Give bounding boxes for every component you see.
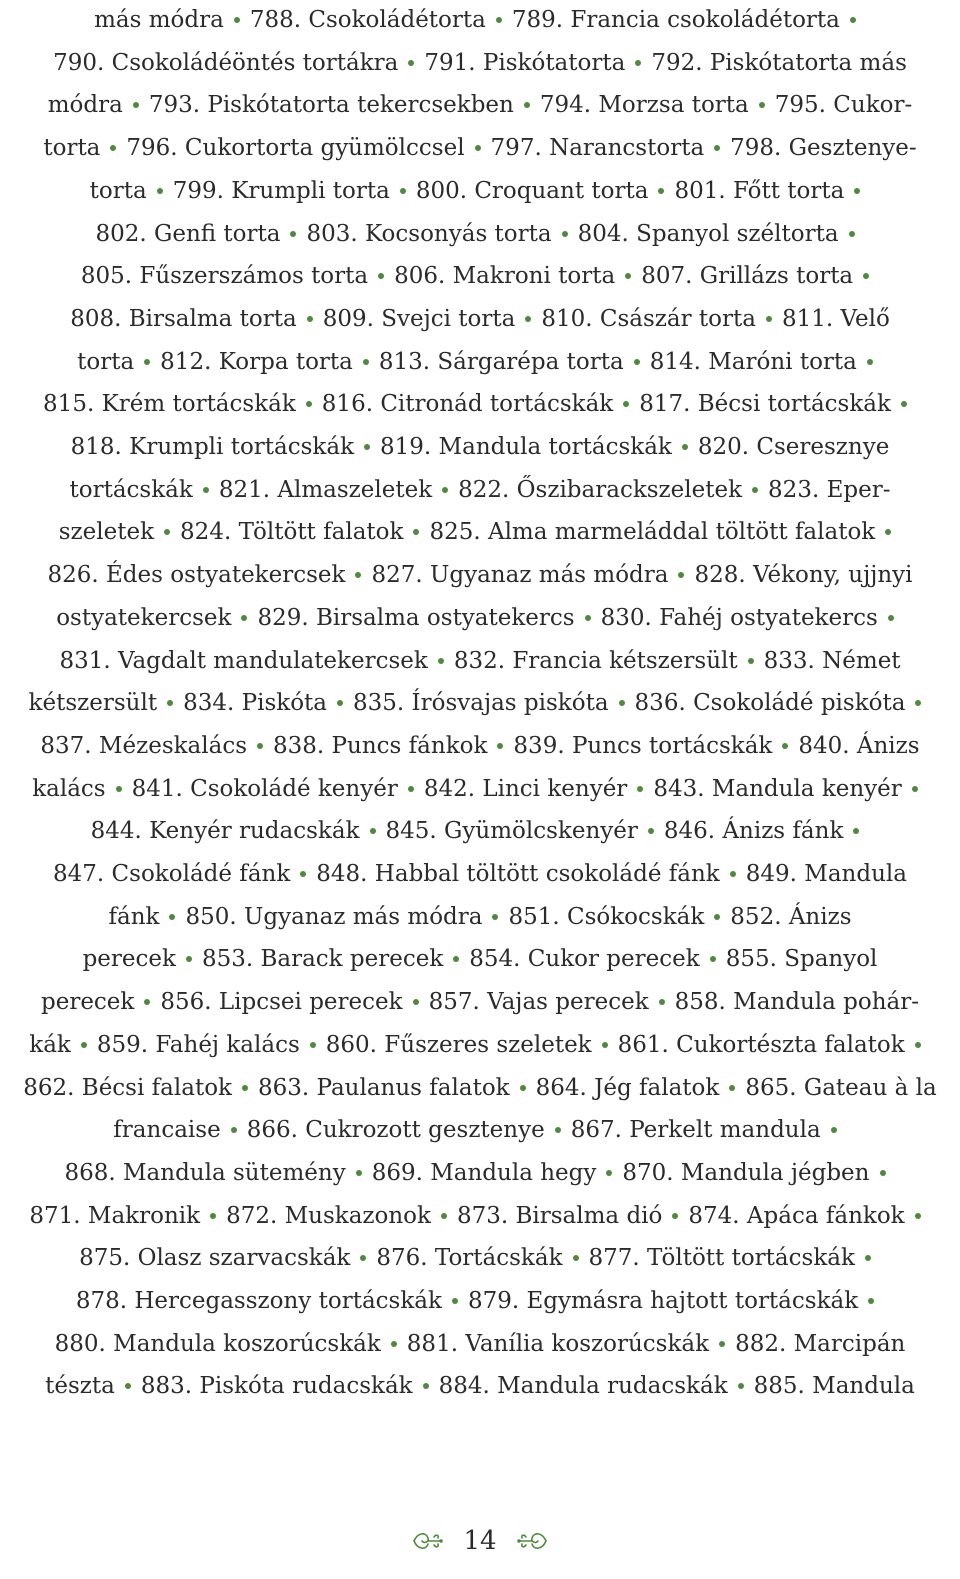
bullet-separator [203,487,209,493]
recipe-entry: 843. Mandula kenyér [653,775,902,802]
text-line [0,87,960,123]
bullet-separator [525,316,531,322]
recipe-entry: 883. Piskóta rudacskák [140,1373,413,1400]
recipe-entry: 875. Olasz szarvacskák [79,1245,351,1272]
recipe-entry: 850. Ugyanaz más módra [185,903,483,930]
bullet-separator [408,60,414,66]
text-line [0,600,960,636]
recipe-entry: 831. Vagdalt mandulatekercsek [59,647,428,674]
text-line [0,984,960,1020]
recipe-entry: torta [43,135,101,162]
recipe-entry: 860. Fűszeres szeletek [325,1031,592,1058]
bullet-separator [912,786,918,792]
recipe-entry: 848. Habbal töltött csokoládé fánk [316,861,720,887]
bullet-separator [766,316,772,322]
recipe-entry: 832. Francia kétszersült [453,647,738,674]
bullet-separator [413,529,419,535]
bullet-separator [748,658,754,664]
bullet-separator [885,529,891,535]
recipe-entry: 821. Almaszeletek [218,476,433,503]
bullet-separator [854,188,860,194]
recipe-entry: 830. Fahéj ostyatekercs [600,604,878,631]
recipe-entry: 822. Őszibarackszeletek [458,476,743,503]
text-line [0,45,960,81]
bullet-separator [659,999,665,1005]
recipe-entry: 841. Csokoládé kenyér [131,775,398,802]
text-line [0,1112,960,1148]
bullet-separator [157,188,163,194]
recipe-entry: 835. Írósvajas piskóta [353,690,609,717]
recipe-entry: kalács [32,775,106,802]
bullet-separator [619,700,625,706]
recipe-entry: 857. Vajas perecek [428,989,649,1016]
bullet-separator [475,145,481,151]
bullet-separator [625,273,631,279]
bullet-separator [413,999,419,1005]
bullet-separator [496,17,502,23]
recipe-entry: perecek [82,946,176,973]
bullet-separator [307,316,313,322]
recipe-entry: 880. Mandula koszorúcskák [54,1330,381,1357]
text-line [0,258,960,294]
floral-ornament-icon [516,1526,550,1556]
recipe-entry: fánk [108,903,160,930]
bullet-separator [585,615,591,621]
recipe-entry: 856. Lipcsei perecek [160,989,403,1016]
recipe-entry: 866. Cukrozott gesztenye [246,1117,545,1144]
bullet-separator [623,401,629,407]
recipe-entry: 818. Krumpli tortácskák [70,434,355,460]
recipe-entry: 878. Hercegasszony tortácskák [75,1288,442,1314]
bullet-separator [167,700,173,706]
bullet-separator [497,743,503,749]
bullet-separator [360,1255,366,1261]
recipe-entry: 853. Barack perecek [201,946,444,973]
bullet-separator [116,786,122,792]
bullet-separator [370,828,376,834]
recipe-entry: 881. Vanília koszorúcskák [406,1330,710,1357]
recipe-entry: 837. Mézeskalács [40,732,248,759]
recipe-entry: 865. Gateau à la [745,1074,937,1101]
recipe-entry: 861. Cukortészta falatok [617,1031,905,1058]
bullet-separator [164,529,170,535]
bullet-separator [300,871,306,877]
bullet-separator [714,145,720,151]
recipe-entry: 799. Krumpli torta [172,177,390,204]
bullet-separator [186,956,192,962]
bullet-separator [863,273,869,279]
bullet-separator [672,1213,678,1219]
bullet-separator [241,615,247,621]
bullet-separator [849,231,855,237]
bullet-separator [524,102,530,108]
bullet-separator [257,743,263,749]
bullet-separator [355,572,361,578]
text-line [0,1155,960,1191]
text-line [0,1027,960,1063]
text-line [0,344,960,380]
recipe-entry: 804. Spanyol széltorta [577,220,839,247]
bullet-separator [144,359,150,365]
bullet-separator [648,828,654,834]
recipe-entry: 834. Piskóta [183,690,327,717]
bullet-separator [133,102,139,108]
bullet-separator [915,1042,921,1048]
text-line [0,1368,960,1404]
recipe-entry: szeletek [58,519,155,546]
bullet-separator [719,1341,725,1347]
bullet-separator [310,1042,316,1048]
floral-ornament-icon [410,1526,444,1556]
bullet-separator [441,1213,447,1219]
text-line [0,1070,960,1106]
bullet-separator [729,1085,735,1091]
recipe-entry: kák [29,1031,71,1058]
bullet-separator [730,871,736,877]
recipe-entry: 797. Narancstorta [490,135,705,162]
recipe-entry: 826. Édes ostyatekercsek [47,562,346,589]
bullet-separator [364,444,370,450]
bullet-separator [880,1170,886,1176]
page-number: 14 [463,1526,497,1556]
recipe-entry: 815. Krém tortácskák [43,391,296,418]
recipe-entry: 790. Csokoládéöntés tortákra [53,49,399,76]
bullet-separator [442,487,448,493]
text-line [0,130,960,166]
recipe-entry: 876. Tortácskák [376,1245,563,1272]
bullet-separator [738,1383,744,1389]
recipe-entry: 833. Német [763,647,901,674]
recipe-entry: 827. Ugyanaz más módra [371,562,669,589]
bullet-separator [234,17,240,23]
recipe-entry: 851. Csókocskák [508,903,705,930]
recipe-entry: 817. Bécsi tortácskák [639,391,891,418]
recipe-entry: 842. Linci kenyér [423,775,628,802]
recipe-entry: 796. Cukortorta gyümölccsel [126,135,465,162]
text-line [0,813,960,849]
recipe-entry: 839. Puncs tortácskák [513,732,773,759]
recipe-entry: 847. Csokoládé fánk [53,861,291,887]
recipe-entry: 800. Croquant torta [415,177,649,204]
bullet-separator [231,1127,237,1133]
bullet-separator [144,999,150,1005]
bullet-separator [752,487,758,493]
bullet-separator [81,1042,87,1048]
recipe-entry: 806. Makroni torta [394,263,616,290]
text-line [0,1240,960,1276]
recipe-entry: francaise [113,1117,221,1144]
recipe-entry: 844. Kenyér rudacskák [90,818,360,845]
recipe-entry: 871. Makronik [29,1202,201,1229]
bullet-separator [634,359,640,365]
recipe-entry: 814. Maróni torta [649,348,857,375]
text-line [0,899,960,935]
recipe-entry: 858. Mandula pohár- [674,989,920,1016]
recipe-entry: 885. Mandula [753,1373,915,1400]
recipe-entry: 874. Apáca fánkok [688,1202,905,1229]
text-line [0,685,960,721]
recipe-entry: 836. Csokoládé piskóta [634,690,906,717]
bullet-separator [125,1383,131,1389]
text-line [0,557,960,593]
recipe-entry: 803. Kocsonyás torta [306,220,552,247]
bullet-separator [637,786,643,792]
bullet-separator [658,188,664,194]
recipe-entry: 882. Marcipán [735,1330,906,1357]
text-line [0,216,960,252]
recipe-entry: 868. Mandula sütemény [64,1159,346,1186]
recipe-entry: 862. Bécsi falatok [23,1074,232,1101]
bullet-separator [714,914,720,920]
recipe-entry: 820. Cseresznye [697,434,890,460]
recipe-entry: 816. Citronád tortácskák [321,391,614,418]
recipe-entry: 807. Grillázs torta [641,263,854,290]
bullet-separator [290,231,296,237]
bullet-separator [391,1341,397,1347]
bullet-separator [759,102,765,108]
bullet-separator [562,231,568,237]
bullet-separator [492,914,498,920]
bullet-separator [635,60,641,66]
text-line [0,386,960,422]
recipe-entry: 795. Cukor- [774,92,913,119]
text-line [0,514,960,550]
bullet-separator [408,786,414,792]
bullet-separator [602,1042,608,1048]
recipe-entry: 849. Mandula [745,861,907,887]
bullet-separator [682,444,688,450]
recipe-entry: 808. Birsalma torta [70,305,297,332]
recipe-entry: 845. Gyümölcskenyér [385,818,638,845]
bullet-separator [356,1170,362,1176]
recipe-entry: 829. Birsalma ostyatekercs [257,604,575,631]
text-line [0,643,960,679]
text-line [0,941,960,977]
recipe-entry: tortácskák [69,476,193,503]
text-line [0,173,960,209]
recipe-entry: 855. Spanyol [725,946,878,973]
bullet-separator [888,615,894,621]
recipe-entry: 824. Töltött falatok [180,519,404,546]
bullet-separator [306,401,312,407]
recipe-entry: 805. Fűszerszámos torta [80,263,369,290]
bullet-separator [363,359,369,365]
bullet-separator [710,956,716,962]
bullet-separator [423,1383,429,1389]
text-line [0,429,960,465]
text-line [0,1326,960,1362]
bullet-separator [453,956,459,962]
bullet-separator [782,743,788,749]
recipe-entry: 825. Alma marmeláddal töltött falatok [429,519,876,546]
recipe-entry: 846. Ánizs fánk [663,818,844,845]
bullet-separator [110,145,116,151]
text-line [0,1198,960,1234]
bullet-separator [850,17,856,23]
text-line [0,472,960,508]
recipe-entry: más módra [94,7,224,33]
bullet-separator [452,1298,458,1304]
recipe-entry: 877. Töltött tortácskák [588,1245,855,1272]
recipe-entry: 863. Paulanus falatok [257,1074,510,1101]
bullet-separator [868,1298,874,1304]
recipe-entry: 788. Csokoládétorta [249,7,486,33]
recipe-entry: 813. Sárgarépa torta [378,348,624,375]
recipe-entry: 810. Császár torta [541,305,756,332]
bullet-separator [242,1085,248,1091]
bullet-separator [831,1127,837,1133]
recipe-entry: 864. Jég falatok [535,1074,720,1101]
recipe-entry: 802. Genfi torta [95,220,281,247]
recipe-entry: 873. Birsalma dió [456,1202,663,1229]
bullet-separator [573,1255,579,1261]
page-footer [0,1526,960,1566]
recipe-entry: módra [47,92,123,119]
bullet-separator [678,572,684,578]
recipe-entry: 812. Korpa torta [160,348,353,375]
recipe-entry: 870. Mandula jégben [622,1159,870,1186]
recipe-entry: 854. Cukor perecek [469,946,700,973]
text-line [0,1283,960,1319]
recipe-entry: torta [77,348,135,375]
recipe-entry: 867. Perkelt mandula [570,1117,821,1144]
recipe-entry: 879. Egymásra hajtott tortácskák [467,1288,859,1314]
bullet-separator [867,359,873,365]
text-line [0,728,960,764]
recipe-entry: 840. Ánizs [798,732,920,759]
recipe-entry: 828. Vékony, ujjnyi [694,562,913,589]
text-line [0,856,960,892]
bullet-separator [520,1085,526,1091]
recipe-entry: 819. Mandula tortácskák [380,434,672,460]
recipe-entry: 791. Piskótatorta [424,49,626,76]
bullet-separator [400,188,406,194]
recipe-entry: perecek [40,989,135,1016]
recipe-entry: ostyatekercsek [56,604,232,631]
recipe-entry: tészta [45,1373,115,1400]
bullet-separator [438,658,444,664]
recipe-entry: 792. Piskótatorta más [651,49,907,76]
recipe-entry: kétszersült [28,690,158,717]
bullet-separator [378,273,384,279]
text-line [0,771,960,807]
bullet-separator [169,914,175,920]
text-line [0,301,960,337]
text-line [0,2,960,38]
bullet-separator [865,1255,871,1261]
recipe-entry: 852. Ánizs [730,903,852,930]
recipe-entry: 823. Eper- [768,476,891,503]
bullet-separator [210,1213,216,1219]
recipe-entry: 838. Puncs fánkok [273,732,488,759]
bullet-separator [337,700,343,706]
recipe-entry: 794. Morzsa torta [539,92,749,119]
recipe-entry: 884. Mandula rudacskák [438,1373,728,1400]
recipe-entry: 859. Fahéj kalács [96,1031,300,1058]
recipe-entry: 789. Francia csokoládétorta [511,7,840,33]
recipe-entry: 798. Gesztenye- [730,135,917,162]
recipe-entry: 793. Piskótatorta tekercsekben [148,92,514,119]
bullet-separator [915,1213,921,1219]
bullet-separator [555,1127,561,1133]
recipe-entry: 801. Főtt torta [674,177,845,204]
recipe-entry: 811. Velő [781,305,890,332]
recipe-entry: torta [89,177,147,204]
bullet-separator [853,828,859,834]
bullet-separator [606,1170,612,1176]
bullet-separator [901,401,907,407]
recipe-entry: 869. Mandula hegy [371,1159,597,1186]
recipe-entry: 872. Muskazonok [226,1202,431,1229]
recipe-entry: 809. Svejci torta [322,305,516,332]
bullet-separator [915,700,921,706]
